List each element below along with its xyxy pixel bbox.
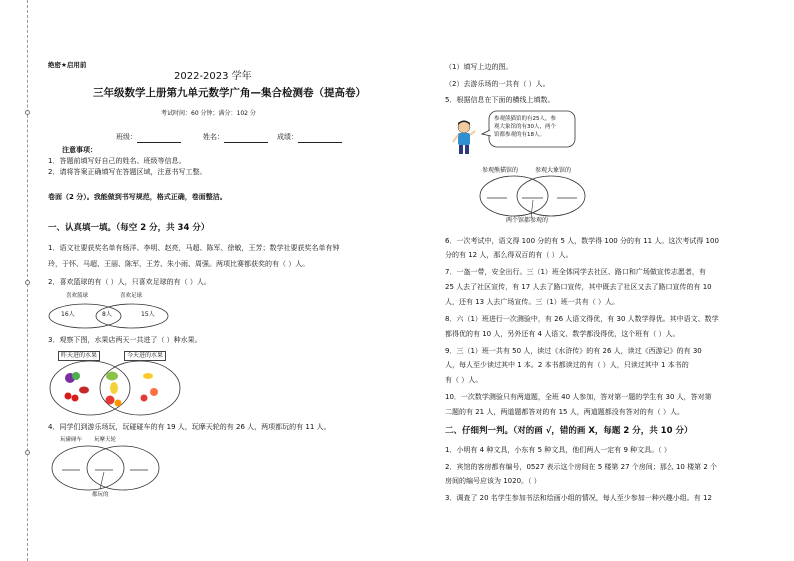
- apple-icon: [106, 396, 115, 405]
- q1-line2: 玲，于怀、马超、王丽、陈军，王芳、朱小雨、周强。两项比赛都获奖的有（ ）人。: [48, 260, 310, 268]
- q1-line1: 1．语文社要获奖名单有杨洋、李明、赵亮，马超、陈军、徐敏，王芳；数学社要获奖名单有钟: [48, 244, 340, 252]
- judge-3-line: 3．调查了 20 名学生参加书法和绘画小组的情况，每人至少参加一种兴趣小组。有 12: [445, 494, 712, 502]
- venn4-bottom-label: 都玩的: [92, 492, 109, 498]
- mango-icon: [143, 373, 153, 379]
- q6-line: 6．一次考试中，语文得 100 分的有 5 人，数学得 100 分的有 11 人。这次考试得 100: [445, 237, 719, 245]
- note-item: 1．答题前填写好自己的姓名、班级等信息。: [48, 157, 186, 165]
- venn-circle-elephant: [517, 176, 585, 216]
- binding-hole: [25, 450, 30, 455]
- apple-green-icon: [72, 372, 80, 380]
- venn-circle-panda: [480, 176, 548, 216]
- venn4-right-label: 玩摩天轮: [94, 437, 117, 443]
- exam-info: 考试时间：60 分钟；满分：102 分: [161, 110, 256, 117]
- score-field[interactable]: [298, 142, 342, 143]
- boy-illustration: [451, 119, 477, 159]
- note-item: 2．请将答案正确填写在答题区域，注意书写工整。: [48, 168, 207, 176]
- q5-text: 5．根据信息在下面的横线上填数。: [445, 96, 555, 104]
- venn2-middle-value: 8人: [102, 311, 112, 318]
- binding-hole: [25, 280, 30, 285]
- venn2-right-label: 喜欢足球: [120, 293, 143, 299]
- r1-text: （1）填写上边的图。: [445, 63, 513, 71]
- banana-icon: [110, 382, 118, 394]
- q6-line: 分的有 12 人，那么得双百的有（ ）人。: [445, 251, 573, 259]
- cherry-icon: [72, 395, 79, 402]
- r2-text: （2）去游乐场的一共有（ ）人。: [445, 80, 550, 88]
- q10-line: 二题的有 21 人，两道题都答对的有 15 人，两道题都没有答对的有（ ）人。: [445, 408, 684, 416]
- orange-icon: [115, 400, 122, 407]
- notes-title: 注意事项：: [62, 146, 97, 154]
- venn5-right-label: 参观大象馆的: [535, 167, 572, 174]
- strawberry-icon: [79, 387, 89, 394]
- q2-text: 2．喜欢篮球的有（ ）人，只喜欢足球的有（ ）人。: [48, 278, 211, 286]
- score-label: 成绩：: [277, 133, 298, 141]
- q8-line: 8．六（1）班进行一次测验中，有 26 人语文得优，有 30 人数学得优。其中语文、数学: [445, 315, 719, 323]
- boy-shirt: [458, 133, 470, 145]
- venn3-left-label: 昨天进的水果: [58, 351, 100, 361]
- judge-1: 1．小明有 4 种文具，小东有 5 种文具，他们两人一定有 9 种文具。（ ）: [445, 446, 671, 454]
- judge-2-line: 房间的编号应该为 1020。（ ）: [445, 477, 541, 485]
- page-title: 三年级数学上册第九单元数学广角—集合检测卷（提高卷）: [93, 87, 366, 99]
- venn-circle-bumper: [52, 446, 124, 490]
- q9-line: 有（ ）人。: [445, 376, 483, 384]
- exam-year: 2022-2023 学年: [174, 71, 252, 82]
- q10-line: 10．一次数学测验只有两道题，全班 40 人参加，答对第一题的学生有 30 人，答对第: [445, 393, 712, 401]
- boy-leg: [459, 145, 463, 154]
- cherry-icon: [65, 393, 72, 400]
- q4-text: 4．同学们到游乐场玩，玩碰碰车的有 19 人，玩摩天轮的有 26 人，两项都玩的有 11 人。: [48, 423, 331, 431]
- venn-circle-ferris: [87, 446, 159, 490]
- boy-arm: [453, 135, 458, 142]
- name-field[interactable]: [224, 142, 268, 143]
- name-label: 姓名：: [203, 133, 224, 141]
- venn-pavilions: [477, 170, 589, 220]
- q8-line: 都得优的有 10 人，另外还有 4 人语文、数学都没得优，这个班有（ ）人。: [445, 330, 680, 338]
- q3-text: 3．观察下图，水果店两天一共进了（ ）种水果。: [48, 336, 202, 344]
- venn2-right-value: 15人: [141, 311, 155, 318]
- q7-line: 25 人去了社区宣传，有 17 人去了路口宣传，其中既去了社区又去了路口宣传的有 10: [445, 283, 712, 291]
- apple-icon: [141, 395, 148, 402]
- judge-2-line: 2．宾馆的客房都有编号，0527 表示这个房间在 5 楼第 27 个房间；那么 10 楼第 2 个: [445, 463, 718, 471]
- q9-line: 人，每人至少读过其中 1 本。2 本书都读过的有（ ）人，只读过其中 1 本书的: [445, 361, 689, 369]
- class-field[interactable]: [137, 142, 181, 143]
- confidential-label: 绝密★启用前: [48, 61, 87, 69]
- q7-line: 人，还有 13 人去广场宣传。三（1）班一共有（ ）人。: [445, 298, 620, 306]
- venn4-left-label: 玩碰碰车: [60, 437, 83, 443]
- boy-leg: [465, 145, 469, 154]
- peach-icon: [150, 388, 158, 396]
- section2-title: 二、仔细判一判。（对的画 √，错的画 X，每题 2 分，共 10 分）: [445, 426, 693, 436]
- venn5-left-label: 参观熊猫馆的: [482, 167, 519, 174]
- neatness-note: 卷面（2 分）。我能做到书写规范，格式正确，卷面整洁。: [48, 193, 227, 201]
- venn5-bottom-label: 两个馆都参观的: [506, 217, 549, 224]
- q7-line: 7．一盔一带，安全出行。三（1）班全体同学去社区、路口和广场做宣传志愿者，有: [445, 268, 706, 276]
- boy-arm: [470, 131, 475, 135]
- bubble-line: 观大象馆的有30人，两个: [494, 124, 556, 130]
- class-label: 班级：: [116, 133, 137, 141]
- watermelon-icon: [106, 372, 118, 381]
- bubble-line: 参观熊猫馆的有25人，参: [494, 116, 556, 122]
- venn3-right-label: 今天进的水果: [124, 351, 166, 361]
- bubble-line: 馆都参观的有18人。: [494, 132, 545, 138]
- binding-hole: [25, 110, 30, 115]
- q9-line: 9．三（1）班一共有 50 人，读过《水浒传》的有 26 人，读过《西游记》的有 30: [445, 347, 702, 355]
- venn2-left-label: 喜欢篮球: [66, 293, 89, 299]
- venn2-left-value: 16人: [61, 311, 75, 318]
- section1-title: 一、认真填一填。（每空 2 分，共 34 分）: [48, 223, 210, 233]
